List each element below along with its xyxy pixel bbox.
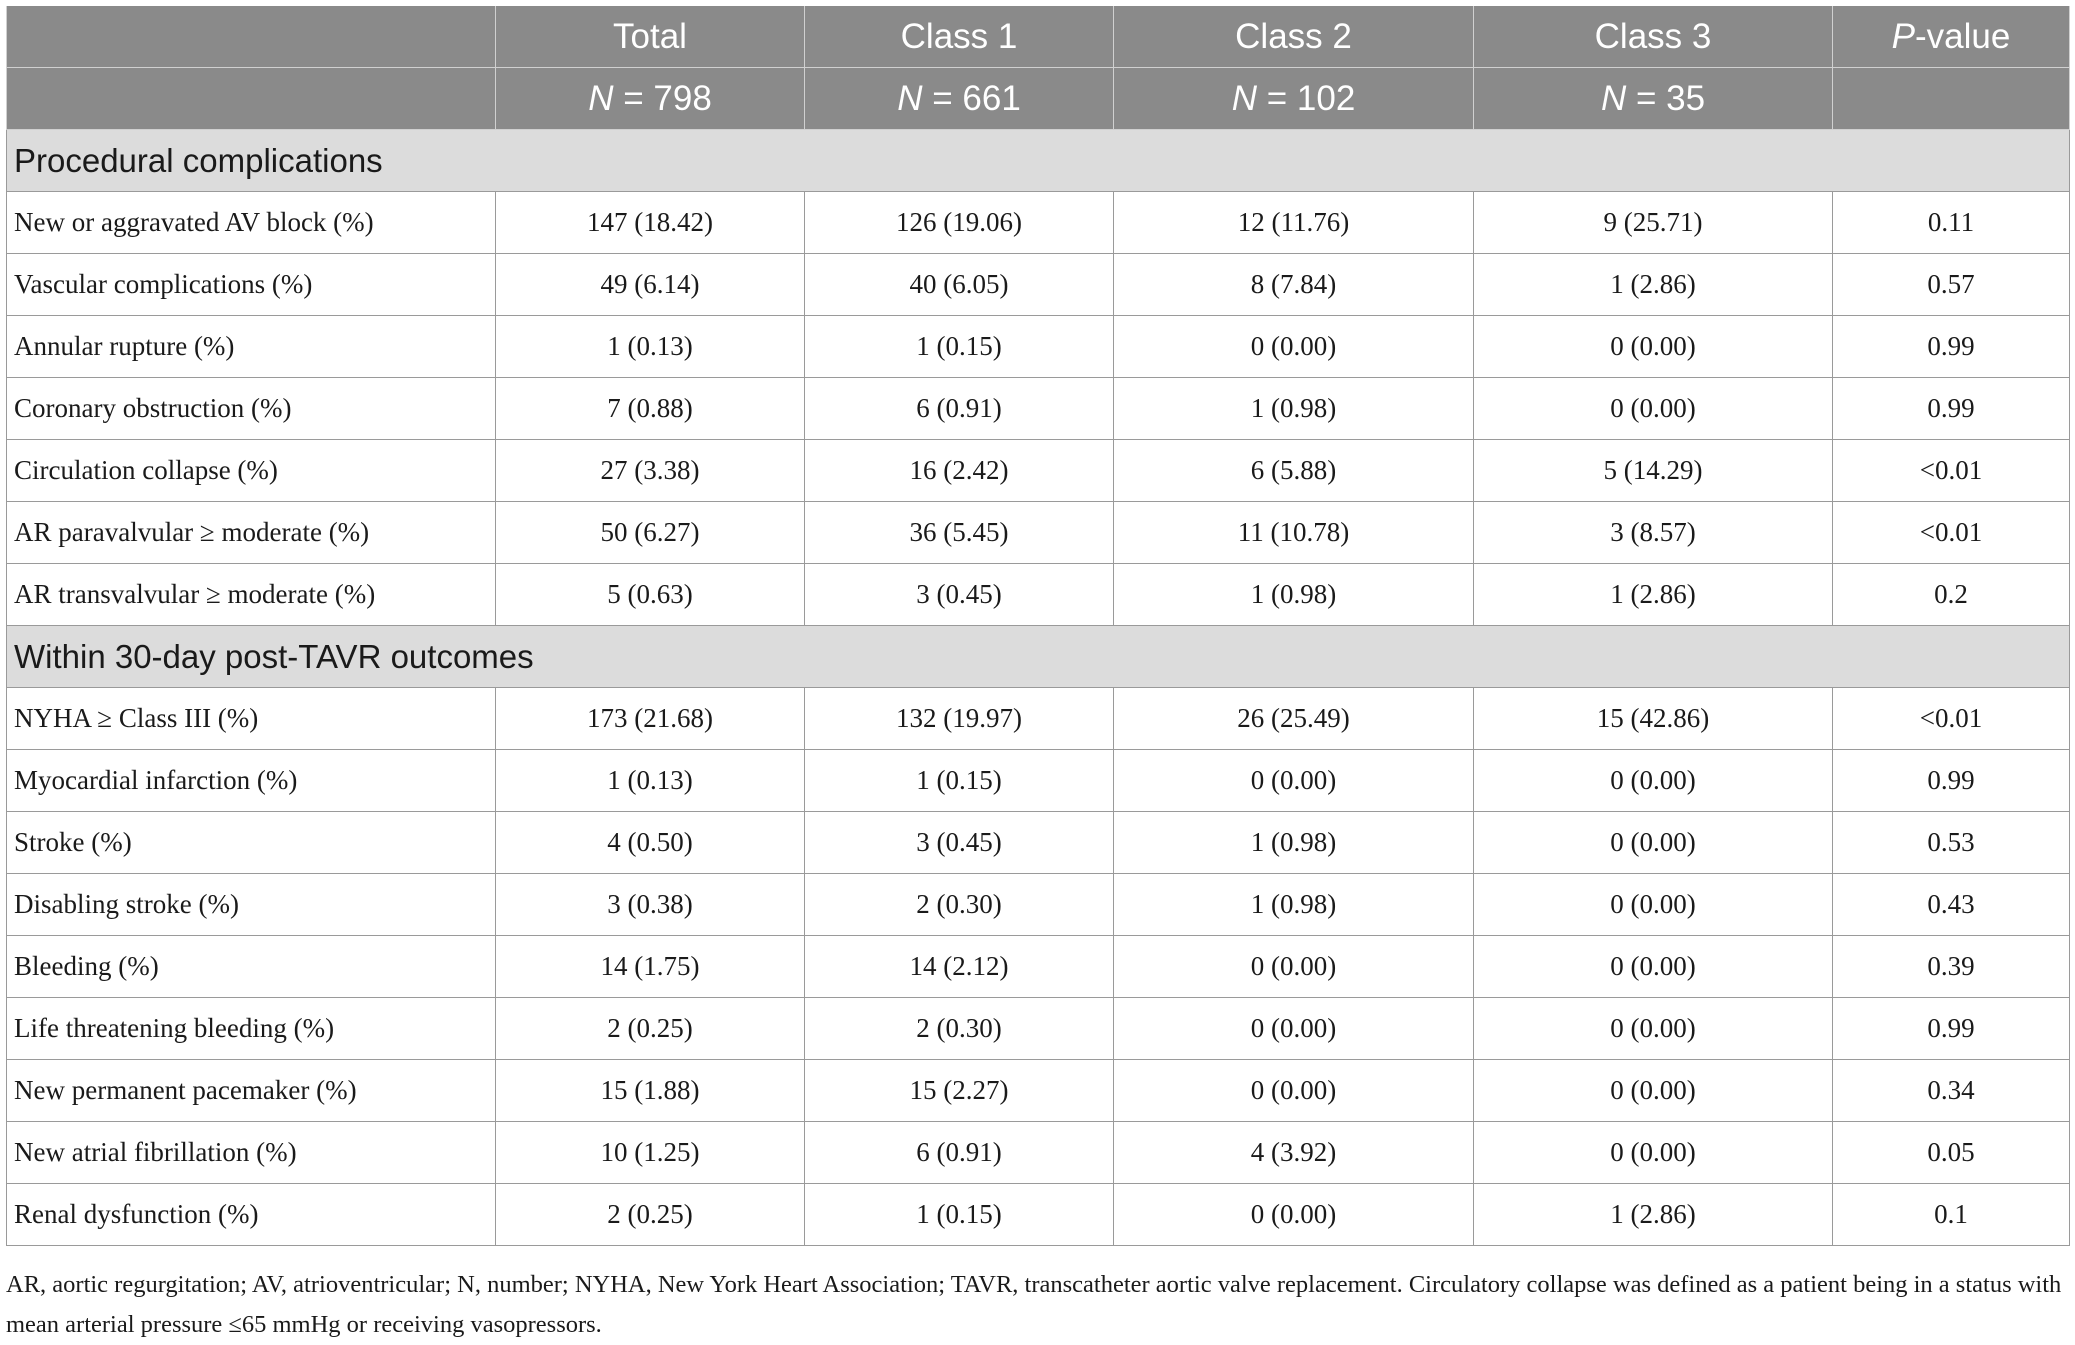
cell-class-2: 1 (0.98) — [1114, 564, 1474, 626]
cell-p-value: 0.99 — [1833, 998, 2070, 1060]
n-class-1-value: = 661 — [932, 78, 1021, 118]
cell-total: 50 (6.27) — [496, 502, 805, 564]
cell-class-1: 3 (0.45) — [805, 812, 1114, 874]
cell-class-3: 1 (2.86) — [1474, 254, 1833, 316]
table-row — [7, 812, 2070, 874]
table-body — [7, 130, 2070, 1246]
cell-total: 27 (3.38) — [496, 440, 805, 502]
n-letter: N — [1231, 78, 1257, 118]
row-label: AR paravalvular ≥ moderate (%) — [7, 502, 496, 564]
n-class-2 — [1114, 68, 1474, 130]
cell-total: 5 (0.63) — [496, 564, 805, 626]
cell-total: 147 (18.42) — [496, 192, 805, 254]
row-label: NYHA ≥ Class III (%) — [7, 688, 496, 750]
cell-class-2: 0 (0.00) — [1114, 1184, 1474, 1246]
cell-p-value: 0.43 — [1833, 874, 2070, 936]
n-letter: N — [897, 78, 923, 118]
cell-class-2: 26 (25.49) — [1114, 688, 1474, 750]
cell-total: 14 (1.75) — [496, 936, 805, 998]
row-label: New atrial fibrillation (%) — [7, 1122, 496, 1184]
cell-p-value: 0.99 — [1833, 316, 2070, 378]
table-row — [7, 874, 2070, 936]
cell-class-2: 1 (0.98) — [1114, 812, 1474, 874]
n-total — [496, 68, 805, 130]
cell-class-3: 9 (25.71) — [1474, 192, 1833, 254]
cell-p-value: 0.53 — [1833, 812, 2070, 874]
header-class-3: Class 3 — [1474, 6, 1833, 68]
cell-class-1: 40 (6.05) — [805, 254, 1114, 316]
header-row-n — [7, 68, 2070, 130]
cell-total: 2 (0.25) — [496, 998, 805, 1060]
cell-class-1: 1 (0.15) — [805, 750, 1114, 812]
table-row — [7, 1060, 2070, 1122]
row-label: Disabling stroke (%) — [7, 874, 496, 936]
cell-class-2: 12 (11.76) — [1114, 192, 1474, 254]
table-row — [7, 316, 2070, 378]
cell-class-3: 0 (0.00) — [1474, 998, 1833, 1060]
cell-total: 2 (0.25) — [496, 1184, 805, 1246]
cell-class-1: 6 (0.91) — [805, 1122, 1114, 1184]
cell-total: 4 (0.50) — [496, 812, 805, 874]
cell-class-2: 4 (3.92) — [1114, 1122, 1474, 1184]
table-row — [7, 1184, 2070, 1246]
cell-class-1: 6 (0.91) — [805, 378, 1114, 440]
cell-p-value: 0.57 — [1833, 254, 2070, 316]
cell-class-2: 0 (0.00) — [1114, 1060, 1474, 1122]
cell-class-2: 1 (0.98) — [1114, 378, 1474, 440]
cell-total: 3 (0.38) — [496, 874, 805, 936]
header-blank — [7, 6, 496, 68]
cell-p-value: 0.11 — [1833, 192, 2070, 254]
section-header-row — [7, 626, 2070, 688]
cell-class-3: 0 (0.00) — [1474, 1122, 1833, 1184]
cell-class-2: 0 (0.00) — [1114, 316, 1474, 378]
header-class-1: Class 1 — [805, 6, 1114, 68]
table-row — [7, 688, 2070, 750]
table-row — [7, 750, 2070, 812]
n-class-3 — [1474, 68, 1833, 130]
cell-class-1: 16 (2.42) — [805, 440, 1114, 502]
cell-p-value: 0.34 — [1833, 1060, 2070, 1122]
cell-p-value: 0.1 — [1833, 1184, 2070, 1246]
cell-class-3: 3 (8.57) — [1474, 502, 1833, 564]
header-class-2: Class 2 — [1114, 6, 1474, 68]
row-label: Stroke (%) — [7, 812, 496, 874]
cell-class-1: 15 (2.27) — [805, 1060, 1114, 1122]
table-row — [7, 502, 2070, 564]
cell-class-1: 2 (0.30) — [805, 998, 1114, 1060]
cell-total: 49 (6.14) — [496, 254, 805, 316]
cell-total: 15 (1.88) — [496, 1060, 805, 1122]
cell-class-1: 3 (0.45) — [805, 564, 1114, 626]
cell-p-value: <0.01 — [1833, 688, 2070, 750]
cell-class-1: 1 (0.15) — [805, 316, 1114, 378]
cell-class-3: 1 (2.86) — [1474, 564, 1833, 626]
table-row — [7, 998, 2070, 1060]
cell-class-3: 5 (14.29) — [1474, 440, 1833, 502]
header-total: Total — [496, 6, 805, 68]
n-total-value: = 798 — [623, 78, 712, 118]
cell-p-value: <0.01 — [1833, 440, 2070, 502]
cell-class-3: 0 (0.00) — [1474, 936, 1833, 998]
cell-class-3: 0 (0.00) — [1474, 1060, 1833, 1122]
cell-class-2: 0 (0.00) — [1114, 750, 1474, 812]
row-label: New permanent pacemaker (%) — [7, 1060, 496, 1122]
cell-class-2: 6 (5.88) — [1114, 440, 1474, 502]
section-title: Within 30-day post-TAVR outcomes — [7, 626, 2070, 688]
n-letter: N — [1600, 78, 1627, 118]
cell-class-1: 2 (0.30) — [805, 874, 1114, 936]
table-row — [7, 564, 2070, 626]
cell-class-2: 0 (0.00) — [1114, 936, 1474, 998]
row-label: Myocardial infarction (%) — [7, 750, 496, 812]
cell-total: 1 (0.13) — [496, 316, 805, 378]
table-row — [7, 1122, 2070, 1184]
cell-p-value: 0.05 — [1833, 1122, 2070, 1184]
cell-total: 7 (0.88) — [496, 378, 805, 440]
table-header — [7, 6, 2070, 130]
row-label: New or aggravated AV block (%) — [7, 192, 496, 254]
table-row — [7, 378, 2070, 440]
row-label: Renal dysfunction (%) — [7, 1184, 496, 1246]
n-class-1 — [805, 68, 1114, 130]
cell-class-2: 8 (7.84) — [1114, 254, 1474, 316]
outcomes-table — [6, 6, 2070, 1246]
cell-class-1: 126 (19.06) — [805, 192, 1114, 254]
cell-class-3: 0 (0.00) — [1474, 750, 1833, 812]
cell-class-3: 1 (2.86) — [1474, 1184, 1833, 1246]
cell-p-value: <0.01 — [1833, 502, 2070, 564]
row-label: Vascular complications (%) — [7, 254, 496, 316]
row-label: Coronary obstruction (%) — [7, 378, 496, 440]
header-p-value — [1833, 6, 2070, 68]
n-letter: N — [588, 78, 614, 118]
cell-class-2: 11 (10.78) — [1114, 502, 1474, 564]
section-header-row — [7, 130, 2070, 192]
p-suffix: -value — [1915, 16, 2011, 56]
row-label: Bleeding (%) — [7, 936, 496, 998]
cell-class-1: 14 (2.12) — [805, 936, 1114, 998]
row-label: Circulation collapse (%) — [7, 440, 496, 502]
cell-class-2: 0 (0.00) — [1114, 998, 1474, 1060]
n-class-2-value: = 102 — [1266, 78, 1356, 118]
n-p-value-blank — [1833, 68, 2070, 130]
cell-p-value: 0.99 — [1833, 750, 2070, 812]
cell-class-3: 0 (0.00) — [1474, 316, 1833, 378]
n-class-3-value: = 35 — [1635, 78, 1706, 118]
cell-total: 173 (21.68) — [496, 688, 805, 750]
cell-p-value: 0.2 — [1833, 564, 2070, 626]
outcomes-table-container — [6, 6, 2069, 1246]
cell-class-2: 1 (0.98) — [1114, 874, 1474, 936]
table-row — [7, 192, 2070, 254]
cell-class-1: 36 (5.45) — [805, 502, 1114, 564]
section-title: Procedural complications — [7, 130, 2070, 192]
cell-p-value: 0.99 — [1833, 378, 2070, 440]
cell-class-3: 0 (0.00) — [1474, 378, 1833, 440]
n-blank — [7, 68, 496, 130]
cell-total: 10 (1.25) — [496, 1122, 805, 1184]
cell-p-value: 0.39 — [1833, 936, 2070, 998]
row-label: Life threatening bleeding (%) — [7, 998, 496, 1060]
p-letter: P — [1891, 16, 1916, 56]
cell-class-3: 0 (0.00) — [1474, 874, 1833, 936]
table-row — [7, 254, 2070, 316]
cell-class-3: 0 (0.00) — [1474, 812, 1833, 874]
table-footnote: AR, aortic regurgitation; AV, atrioventricular; N, number; NYHA, New York Heart Association; TAVR, transcatheter aortic valve replacement. Circulatory collapse was defined as a patient being in a status with mean arterial pressure ≤65 mmHg or receiving vasopressors. — [6, 1271, 2062, 1338]
row-label: AR transvalvular ≥ moderate (%) — [7, 564, 496, 626]
table-row — [7, 440, 2070, 502]
table-row — [7, 936, 2070, 998]
row-label: Annular rupture (%) — [7, 316, 496, 378]
cell-total: 1 (0.13) — [496, 750, 805, 812]
cell-class-1: 1 (0.15) — [805, 1184, 1114, 1246]
header-row-titles — [7, 6, 2070, 68]
cell-class-3: 15 (42.86) — [1474, 688, 1833, 750]
cell-class-1: 132 (19.97) — [805, 688, 1114, 750]
